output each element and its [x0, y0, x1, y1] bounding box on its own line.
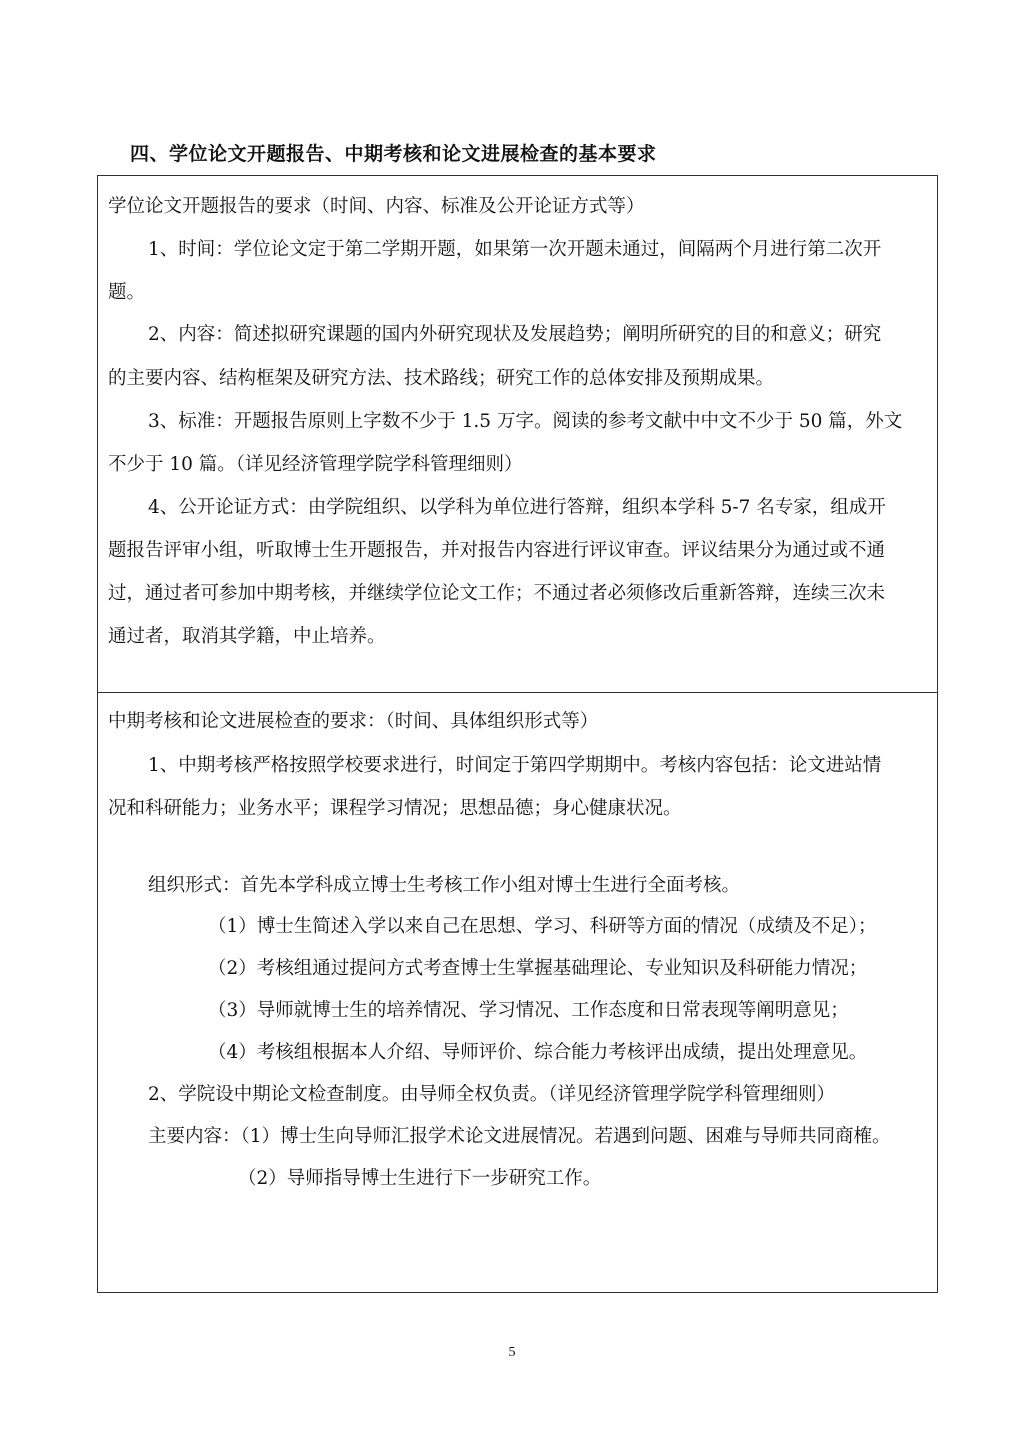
midterm-line: （1）博士生简述入学以来自己在思想、学习、科研等方面的情况（成绩及不足）； [208, 916, 877, 937]
opening-line: 1、时间：学位论文定于第二学期开题，如果第一次开题未通过，间隔两个月进行第二次开 [148, 239, 882, 260]
section-title: 四、学位论文开题报告、中期考核和论文进展检查的基本要求 [130, 143, 657, 165]
opening-line: 题报告评审小组，听取博士生开题报告，并对报告内容进行评议审查。评议结果分为通过或不通 [108, 540, 886, 561]
opening-line: 2、内容：简述拟研究课题的国内外研究现状及发展趋势；阐明所研究的目的和意义；研究 [148, 324, 882, 345]
opening-line: 过，通过者可参加中期考核，并继续学位论文工作；不通过者必须修改后重新答辩，连续三次未 [108, 583, 886, 604]
midterm-line: 组织形式：首先本学科成立博士生考核工作小组对博士生进行全面考核。 [148, 875, 741, 896]
midterm-line: （3）导师就博士生的培养情况、学习情况、工作态度和日常表现等阐明意见； [208, 1000, 849, 1021]
midterm-check-title: 中期考核和论文进展检查的要求：（时间、具体组织形式等） [108, 711, 599, 732]
opening-line: 4、公开论证方式：由学院组织、以学科为单位进行答辩，组织本学科 5-7 名专家，组成开 [148, 497, 886, 518]
opening-report-title: 学位论文开题报告的要求（时间、内容、标准及公开论证方式等） [108, 196, 645, 217]
midterm-line: 1、中期考核严格按照学校要求进行，时间定于第四学期期中。考核内容包括：论文进站情 [148, 755, 882, 776]
midterm-line: 主要内容：（1）博士生向导师汇报学术论文进展情况。若遇到问题、困难与导师共同商榷。 [148, 1126, 891, 1147]
opening-line: 不少于 10 篇。（详见经济管理学院学科管理细则） [108, 454, 523, 475]
opening-line: 题。 [108, 282, 146, 303]
midterm-line: （2）考核组通过提问方式考查博士生掌握基础理论、专业知识及科研能力情况； [208, 958, 868, 979]
opening-line: 3、标准：开题报告原则上字数不少于 1.5 万字。阅读的参考文献中中文不少于 50 篇，外文 [148, 411, 903, 432]
opening-report-cell [98, 176, 937, 693]
requirements-table [97, 175, 938, 1293]
midterm-check-cell [98, 692, 937, 1292]
opening-line: 通过者，取消其学籍，中止培养。 [108, 626, 386, 647]
midterm-line: （4）考核组根据本人介绍、导师评价、综合能力考核评出成绩，提出处理意见。 [208, 1042, 868, 1063]
midterm-line: （2）导师指导博士生进行下一步研究工作。 [238, 1168, 602, 1189]
opening-line: 的主要内容、结构框架及研究方法、技术路线；研究工作的总体安排及预期成果。 [108, 368, 775, 389]
midterm-line: 2、学院设中期论文检查制度。由导师全权负责。（详见经济管理学院学科管理细则） [148, 1084, 836, 1105]
page-number: 5 [508, 1345, 516, 1360]
midterm-line: 况和科研能力；业务水平；课程学习情况；思想品德；身心健康状况。 [108, 798, 682, 819]
